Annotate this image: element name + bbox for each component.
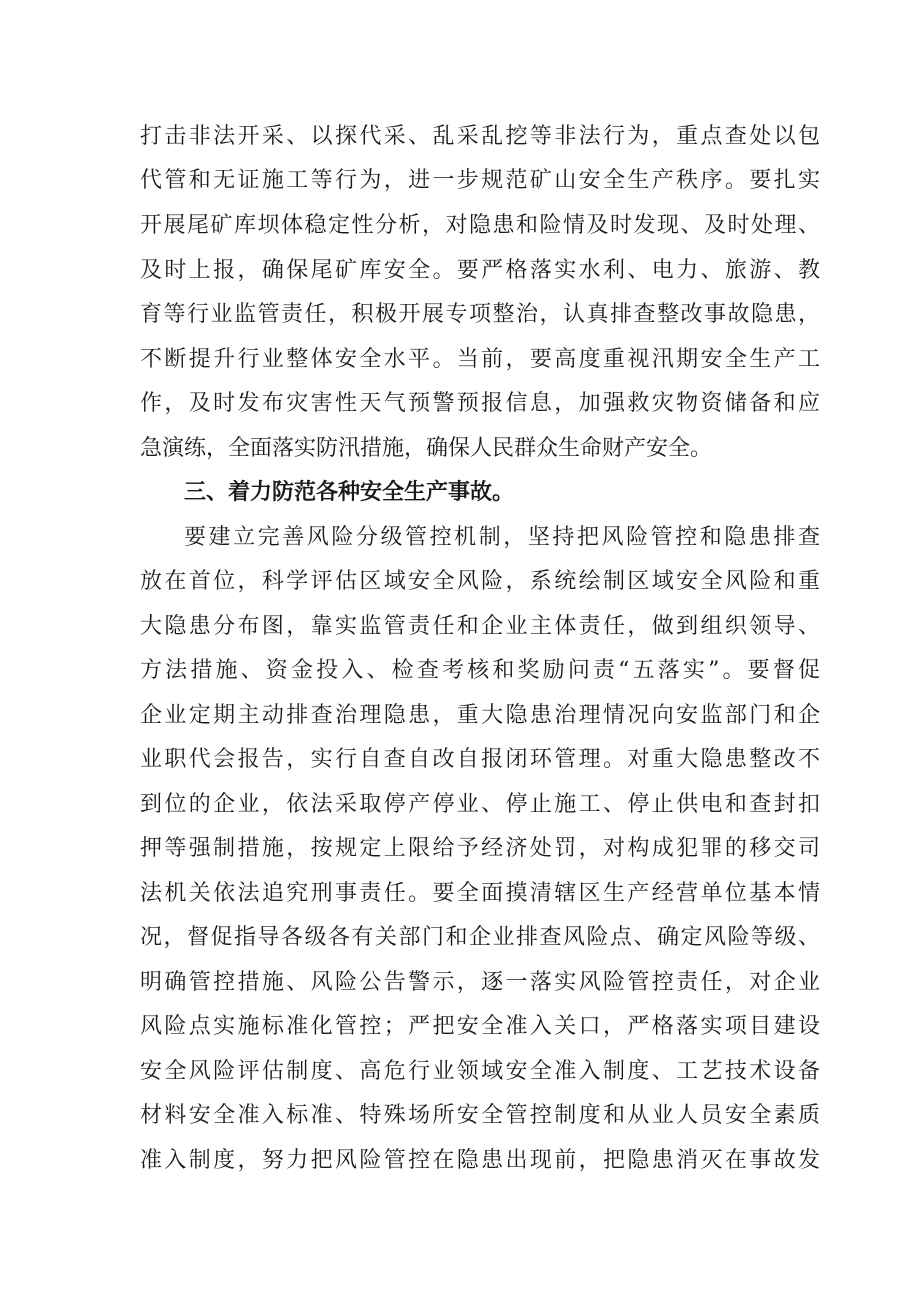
paragraph-line: 急演练，全面落实防汛措施，确保人民群众生命财产安全。 — [140, 436, 713, 461]
paragraph-line: 风险点实施标准化管控；严把安全准入关口，严格落实项目建设 — [140, 1014, 820, 1039]
paragraph-line: 方法措施、资金投入、检查考核和奖励问责“五落实”。要督促 — [140, 658, 820, 683]
paragraph-line: 开展尾矿库坝体稳定性分析，对隐患和险情及时发现、及时处理、 — [140, 213, 820, 238]
paragraph-line: 要建立完善风险分级管控机制，坚持把风险管控和隐患排查 — [184, 525, 820, 550]
paragraph-line: 代管和无证施工等行为，进一步规范矿山安全生产秩序。要扎实 — [140, 168, 820, 193]
paragraph-line: 育等行业监管责任，积极开展专项整治，认真排查整改事故隐患， — [140, 302, 820, 327]
paragraph-line: 业职代会报告，实行自查自改自报闭环管理。对重大隐患整改不 — [140, 747, 820, 772]
paragraph-line: 企业定期主动排查治理隐患，重大隐患治理情况向安监部门和企 — [140, 703, 820, 728]
paragraph-line: 法机关依法追究刑事责任。要全面摸清辖区生产经营单位基本情 — [140, 881, 820, 906]
paragraph-line: 打击非法开采、以探代采、乱采乱挖等非法行为，重点查处以包 — [140, 124, 820, 149]
paragraph-line: 大隐患分布图，靠实监管责任和企业主体责任，做到组织领导、 — [140, 614, 820, 639]
section-heading: 三、着力防范各种安全生产事故。 — [184, 480, 515, 505]
paragraph-line: 放在首位，科学评估区域安全风险，系统绘制区域安全风险和重 — [140, 569, 820, 594]
paragraph-line: 准入制度，努力把风险管控在隐患出现前，把隐患消灭在事故发 — [140, 1148, 820, 1173]
paragraph-line: 作，及时发布灾害性天气预警预报信息，加强救灾物资储备和应 — [140, 391, 820, 416]
paragraph-line: 不断提升行业整体安全水平。当前，要高度重视汛期安全生产工 — [140, 347, 820, 372]
paragraph-line: 押等强制措施，按规定上限给予经济处罚，对构成犯罪的移交司 — [140, 836, 820, 861]
paragraph-line: 安全风险评估制度、高危行业领域安全准入制度、工艺技术设备 — [140, 1059, 820, 1084]
paragraph-line: 明确管控措施、风险公告警示，逐一落实风险管控责任，对企业 — [140, 970, 820, 995]
paragraph-line: 况，督促指导各级各有关部门和企业排查风险点、确定风险等级、 — [140, 925, 820, 950]
paragraph-line: 及时上报，确保尾矿库安全。要严格落实水利、电力、旅游、教 — [140, 258, 820, 283]
paragraph-line: 材料安全准入标准、特殊场所安全管控制度和从业人员安全素质 — [140, 1103, 820, 1128]
paragraph-line: 到位的企业，依法采取停产停业、停止施工、停止供电和查封扣 — [140, 792, 820, 817]
